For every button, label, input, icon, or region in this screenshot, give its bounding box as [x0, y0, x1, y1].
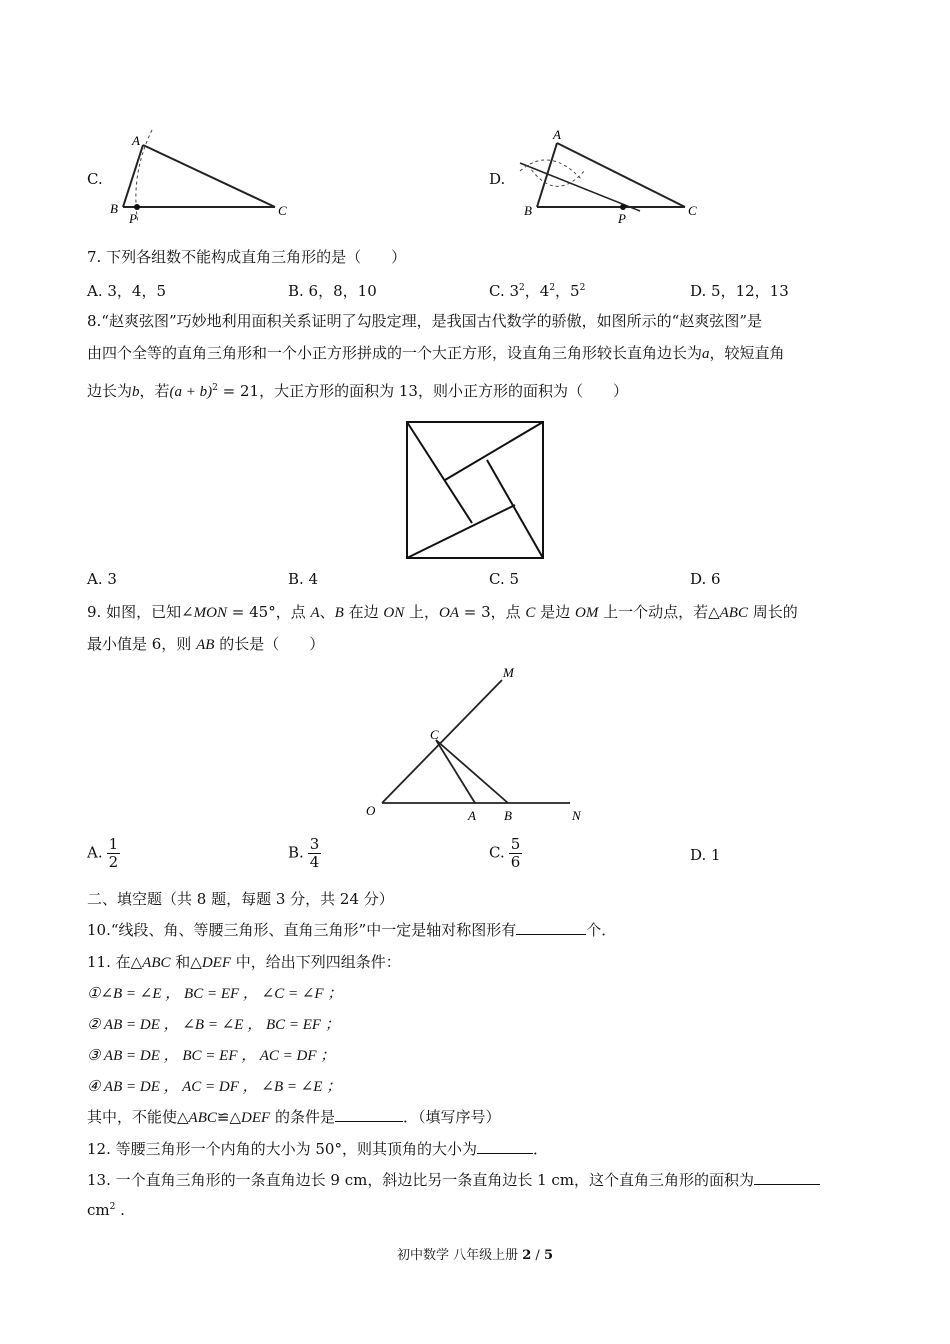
q7-stem: 7. 下列各组数不能构成直角三角形的是（ ） [87, 248, 407, 266]
segment-ac [557, 143, 685, 207]
q8-line1: 8.“赵爽弦图”巧妙地利用面积关系证明了勾股定理，是我国古代数学的骄傲，如图所示的“赵爽弦图”是 [87, 312, 762, 330]
point-p [134, 204, 140, 210]
label-p: P [618, 211, 626, 225]
q13-line1: 13. 一个直角三角形的一条直角边长 9 cm，斜边比另一条直角边长 1 cm，这个直角三角形的面积为 [87, 1169, 820, 1190]
page-footer: 初中数学 八年级上册 2 / 5 [396, 1248, 553, 1263]
q9-option-a: A. $\frac{1}{2}$ [87, 835, 119, 871]
label-p: P [129, 211, 137, 225]
ray-om [382, 680, 502, 803]
q13-line2: $cm^2$ . [87, 1201, 125, 1219]
q10: 10.“线段、角、等腰三角形、直角三角形”中一定是轴对称图形有 个． [87, 921, 617, 939]
q7-option-d: D. 5，12，13 [690, 282, 789, 300]
figure-option-d [510, 125, 710, 225]
point-p [620, 204, 626, 210]
q11-condition-1: ①∠B = ∠E ， BC = EF ， ∠C = ∠F ； [87, 986, 343, 1002]
q11-conclusion: 其中，不能使△ABC≌△DEF 的条件是 ．（填写序号） [87, 1108, 501, 1126]
label-c: C [278, 203, 287, 218]
q9-option-b: B. $\frac{3}{4}$ [288, 835, 320, 871]
q8-option-b: B. 4 [288, 570, 319, 588]
triangle-line-4 [407, 505, 515, 558]
label-b: B [504, 808, 512, 823]
label-c: C [688, 203, 697, 218]
option-d-label: D. [489, 170, 506, 188]
figure-option-c [100, 125, 300, 225]
outer-square [407, 422, 543, 558]
label-b: B [524, 203, 532, 218]
q8-line2: 由四个全等的直角三角形和一个小正方形拼成的一个大正方形，设直角三角形较长直角边长为a，较短直角 [87, 344, 785, 362]
label-b: B [110, 201, 118, 216]
q9-line2: 最小值是 6，则 AB 的长是（ ） [87, 635, 325, 653]
segment-cb [436, 740, 508, 803]
q11-condition-4: ④ AB = DE ， AC = DF ， ∠B = ∠E ； [87, 1079, 342, 1095]
q12: 12. 等腰三角形一个内角的大小为 50°，则其顶角的大小为 ． [87, 1140, 548, 1158]
q11-stem: 11. 在△ABC 和△DEF 中，给出下列四组条件： [87, 953, 401, 971]
q8-option-d: D. 6 [690, 570, 721, 588]
segment-ab [123, 145, 143, 207]
arc-dashed-bottom [528, 165, 585, 186]
label-a: A [468, 808, 476, 823]
segment-ac [143, 145, 275, 207]
segment-ca [436, 740, 475, 803]
q8-option-a: A. 3 [87, 570, 117, 588]
segment-ab [537, 143, 557, 207]
q8-option-c: C. 5 [489, 570, 520, 588]
label-c: C [430, 727, 439, 742]
option-c-label: C. [87, 170, 103, 188]
triangle-line-1 [407, 422, 472, 523]
label-a: A [553, 127, 561, 142]
q11-condition-2: ② AB = DE ， ∠B = ∠E ， BC = EF ； [87, 1017, 340, 1033]
triangle-line-3 [487, 460, 543, 558]
label-a: A [132, 133, 140, 148]
q11-condition-3: ③ AB = DE ， BC = EF ， AC = DF ； [87, 1048, 336, 1064]
section-2-heading: 二、填空题（共 8 题，每题 3 分，共 24 分） [87, 890, 394, 908]
q7-option-c: C. $3^2$，$4^2$，$5^2$ [489, 282, 586, 300]
q9-option-d: D. 1 [690, 846, 721, 864]
q7-option-b: B. 6，8，10 [288, 282, 377, 300]
q9-line1: 9. 如图，已知∠MON = 45°，点 A、B 在边 ON 上，OA = 3，点 C 是边 OM 上一个动点，若△ABC 周长的 [87, 603, 798, 621]
label-o: O [366, 803, 376, 818]
q9-option-c: C. $\frac{5}{6}$ [489, 835, 521, 871]
label-n: N [572, 808, 581, 823]
q8-line3: 边长为b，若$(a + b)^2 = 21$，大正方形的面积为 13，则小正方形的面积为（ ） [87, 382, 628, 400]
q9-figure [360, 660, 600, 830]
q7-option-a: A. 3，4，5 [87, 282, 166, 300]
label-m: M [503, 665, 514, 680]
zhao-shuang-figure [405, 420, 547, 562]
